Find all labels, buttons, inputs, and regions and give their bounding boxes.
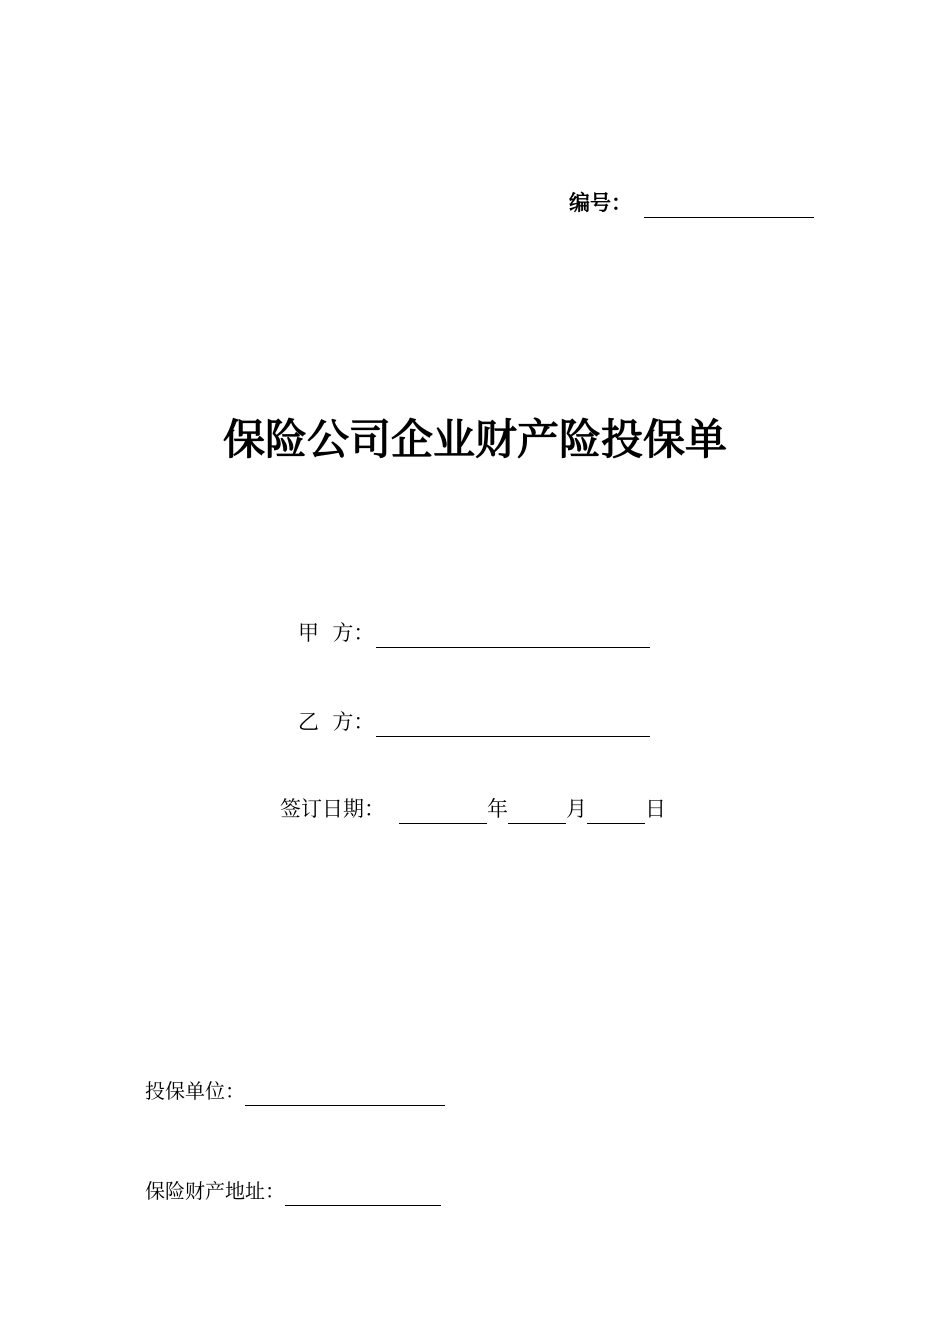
day-blank[interactable]	[587, 801, 645, 824]
property-address-blank[interactable]	[285, 1183, 441, 1206]
serial-number-blank[interactable]	[644, 193, 814, 218]
applicant-blank[interactable]	[245, 1083, 445, 1106]
party-a-label: 甲 方：	[298, 621, 375, 645]
property-address-row	[145, 1176, 441, 1206]
applicant-row	[145, 1076, 445, 1106]
month-label: 月	[566, 797, 587, 821]
applicant-label: 投保单位：	[145, 1079, 245, 1103]
year-label: 年	[487, 797, 508, 821]
party-a-row	[298, 618, 650, 648]
party-b-row	[298, 707, 650, 737]
party-b-label: 乙 方：	[298, 710, 375, 734]
party-b-blank[interactable]	[376, 714, 650, 737]
day-label: 日	[645, 797, 666, 821]
document-title: 保险公司企业财产险投保单	[222, 415, 727, 464]
serial-number-row	[569, 188, 814, 218]
year-blank[interactable]	[399, 801, 487, 824]
signing-date-label: 签订日期：	[280, 797, 385, 821]
month-blank[interactable]	[508, 801, 566, 824]
signing-date-row	[280, 794, 666, 824]
serial-number-label: 编号：	[569, 191, 632, 215]
party-a-blank[interactable]	[376, 625, 650, 648]
property-address-label: 保险财产地址：	[145, 1179, 285, 1203]
